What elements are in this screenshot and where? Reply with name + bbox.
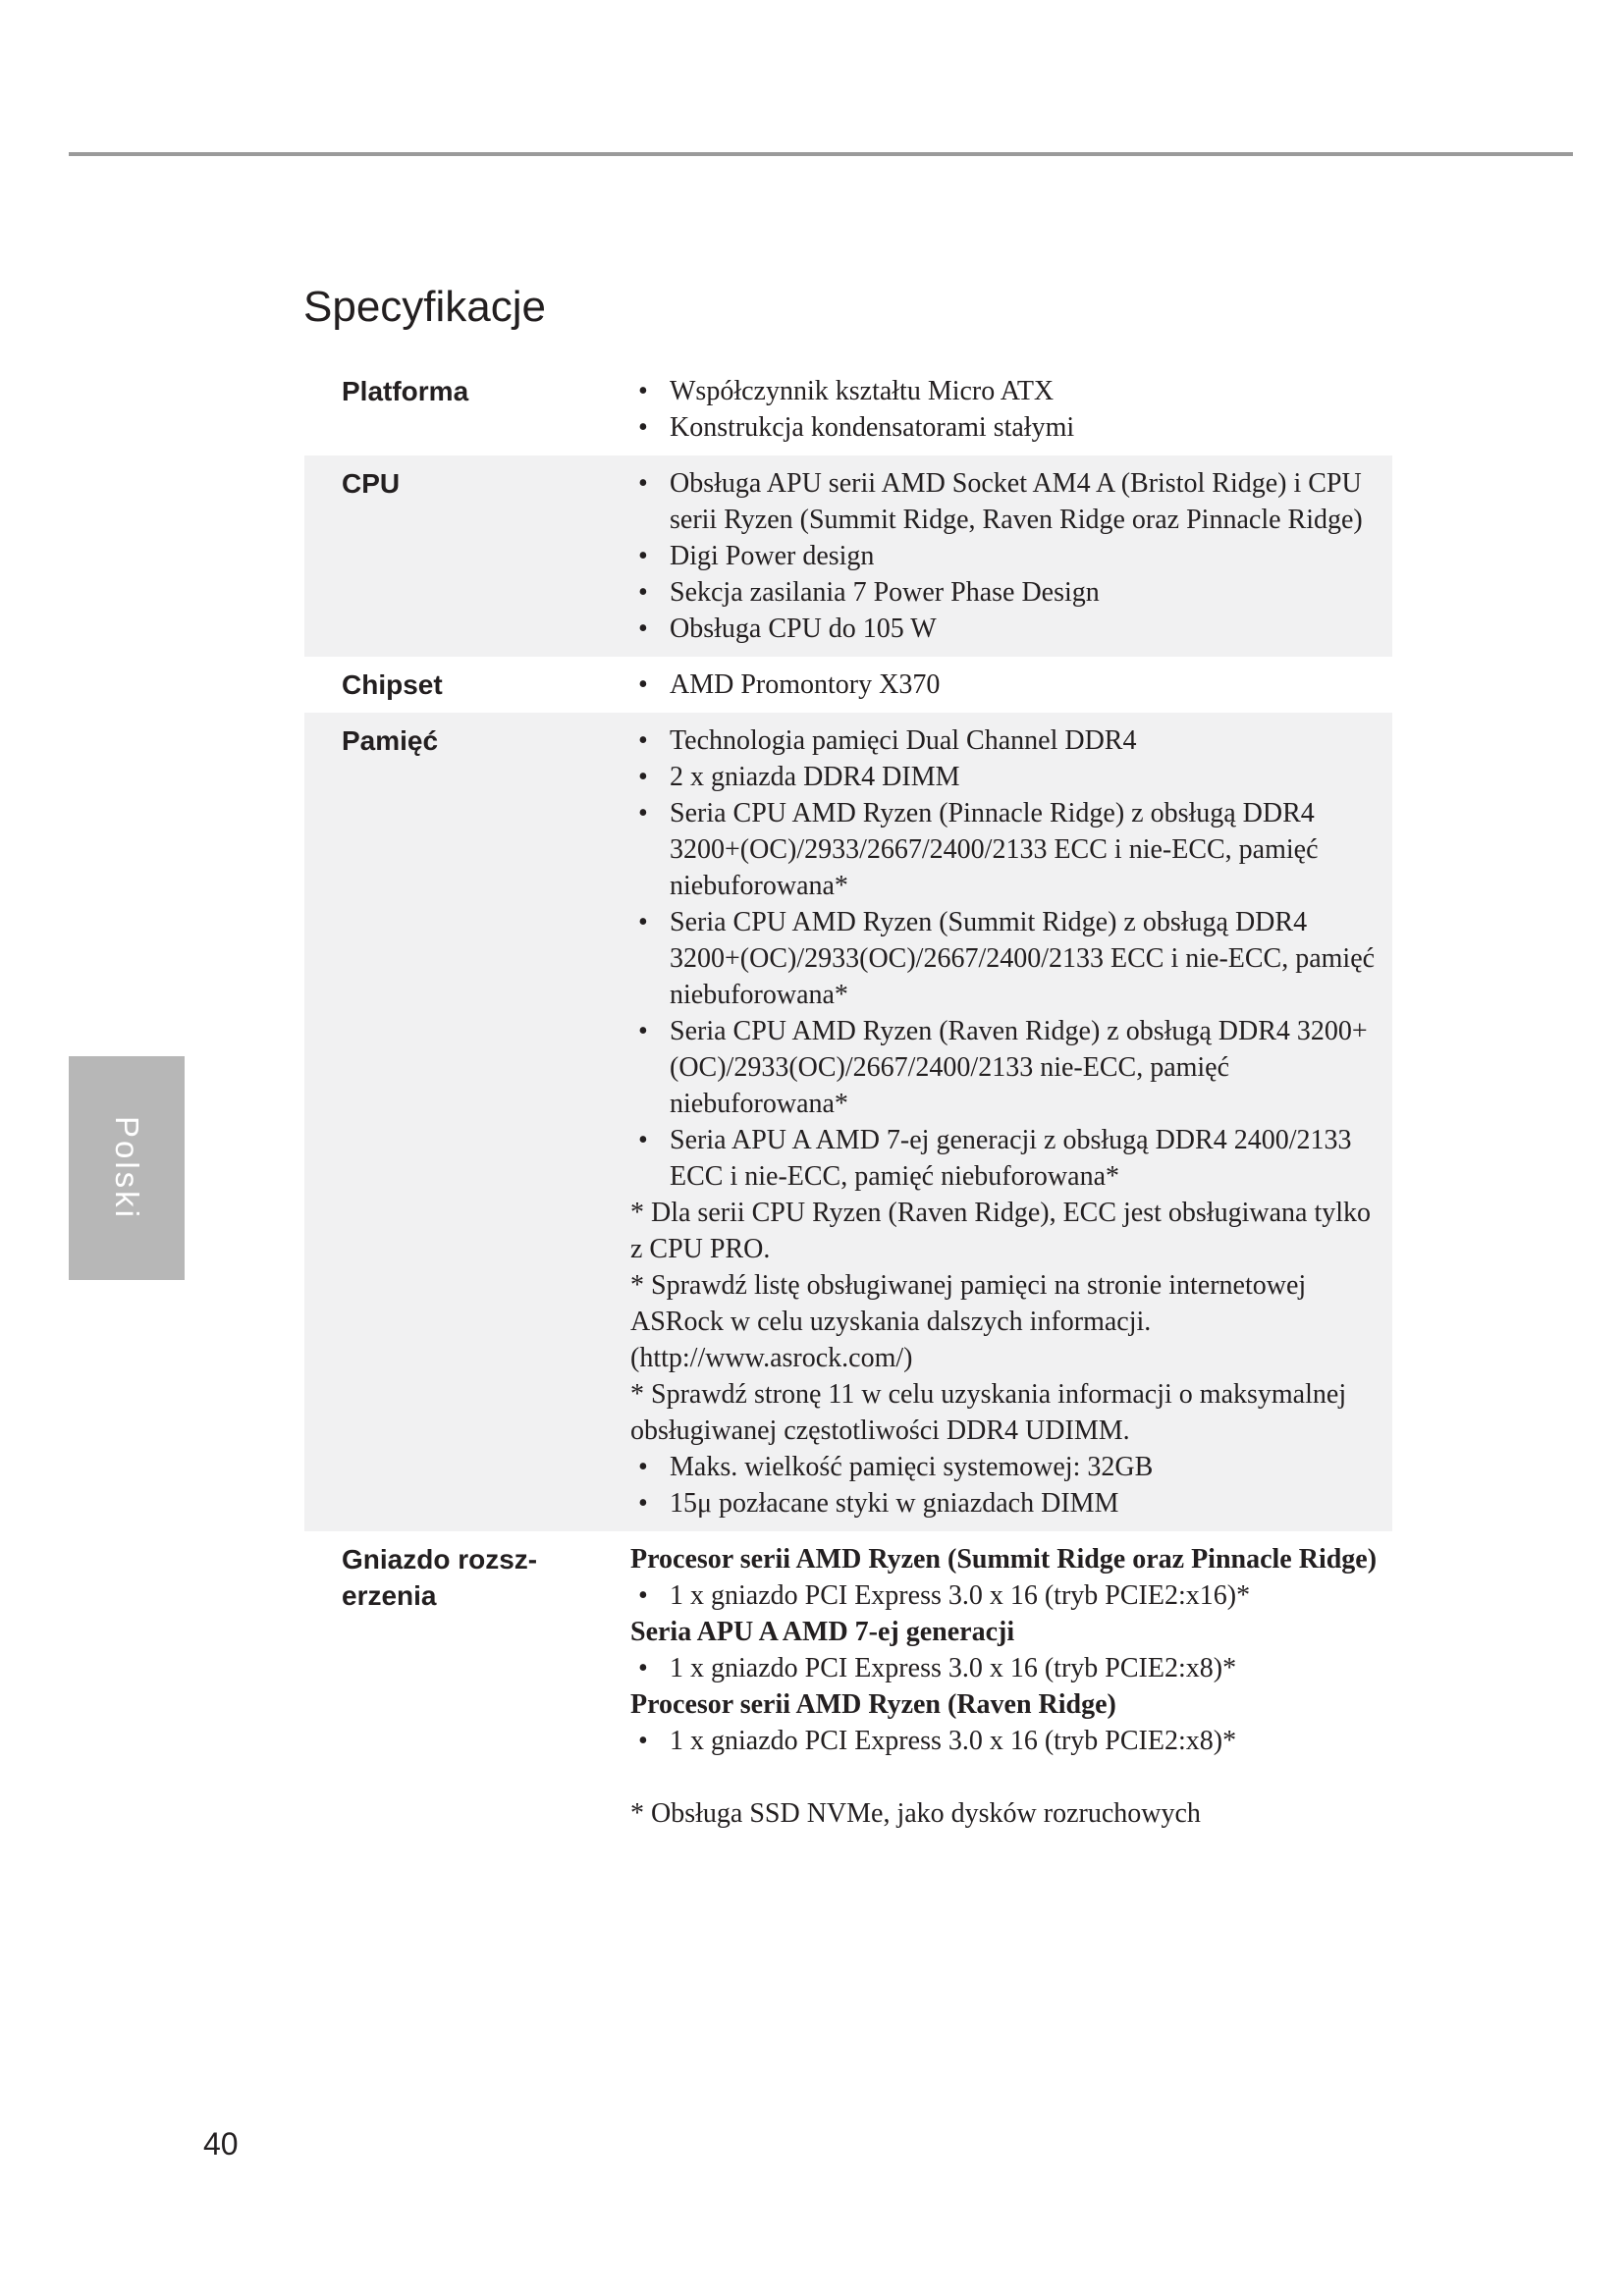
memory-note: * Sprawdź listę obsługiwanej pamięci na stronie internetowej ASRock w celu uzyskania dalszych informacji. (http://www.asrock.com/) — [630, 1270, 1307, 1373]
memory-note: * Dla serii CPU Ryzen (Raven Ridge), ECC jest obsługiwana tylko z CPU PRO. — [630, 1198, 1372, 1264]
list-item: • Obsługa APU serii AMD Socket AM4 A (Bristol Ridge) i CPU serii Ryzen (Summit Ridge, Raven Ridge oraz Pinnacle Ridge) — [630, 465, 1380, 538]
list-item: • Maks. wielkość pamięci systemowej: 32GB — [630, 1449, 1380, 1485]
spec-label-expansion-slot: Gniazdo rozsz- erzenia — [342, 1544, 538, 1611]
spec-row-expansion-slot — [304, 1531, 1392, 1842]
side-tab-label: Polski — [109, 1115, 145, 1221]
spacer — [630, 1759, 1380, 1795]
list-item: • Digi Power design — [630, 538, 1380, 574]
spec-row-chipset — [304, 657, 1392, 713]
list-item: • Seria APU A AMD 7-ej generacji z obsługą DDR4 2400/2133 ECC i nie-ECC, pamięć niebuforowana* — [630, 1122, 1380, 1195]
memory-note: * Sprawdź stronę 11 w celu uzyskania informacji o maksymalnej obsługiwanej częstotliwości DDR4 UDIMM. — [630, 1379, 1347, 1446]
spec-label-cpu: CPU — [342, 468, 401, 499]
list-item: • 1 x gniazdo PCI Express 3.0 x 16 (tryb PCIE2:x8)* — [630, 1650, 1380, 1686]
list-item: • Seria CPU AMD Ryzen (Summit Ridge) z obsługą DDR4 3200+(OC)/2933(OC)/2667/2400/2133 ECC i nie-ECC, pamięć niebuforowana* — [630, 904, 1380, 1013]
cpu-list — [630, 465, 1380, 647]
list-item: • Obsługa CPU do 105 W — [630, 611, 1380, 647]
list-item: • Seria CPU AMD Ryzen (Pinnacle Ridge) z obsługą DDR4 3200+(OC)/2933/2667/2400/2133 ECC i nie-ECC, pamięć niebuforowana* — [630, 795, 1380, 904]
list-item: • 15μ pozłacane styki w gniazdach DIMM — [630, 1485, 1380, 1522]
spec-row-cpu — [304, 455, 1392, 657]
list-item: • AMD Promontory X370 — [630, 667, 1380, 703]
spec-content-platform — [630, 373, 1392, 446]
spec-label-memory: Pamięć — [342, 725, 439, 756]
expansion-group-heading: Procesor serii AMD Ryzen (Summit Ridge oraz Pinnacle Ridge) — [630, 1544, 1378, 1575]
spec-row-memory — [304, 713, 1392, 1531]
top-rule — [69, 152, 1573, 156]
page-number: 40 — [203, 2126, 239, 2162]
spec-row-platform — [304, 363, 1392, 455]
spec-content-cpu — [630, 465, 1392, 647]
list-item: • 1 x gniazdo PCI Express 3.0 x 16 (tryb PCIE2:x16)* — [630, 1577, 1380, 1614]
spec-table — [304, 363, 1392, 1842]
list-item: • Konstrukcja kondensatorami stałymi — [630, 409, 1380, 446]
expansion-group-heading: Procesor serii AMD Ryzen (Raven Ridge) — [630, 1689, 1116, 1720]
memory-list — [630, 722, 1380, 1195]
list-item: • Współczynnik kształtu Micro ATX — [630, 373, 1380, 409]
expansion-group-list — [630, 1723, 1380, 1759]
spec-content-memory — [630, 722, 1392, 1522]
expansion-group-heading: Seria APU A AMD 7-ej generacji — [630, 1617, 1015, 1647]
list-item: • Seria CPU AMD Ryzen (Raven Ridge) z obsługą DDR4 3200+(OC)/2933(OC)/2667/2400/2133 nie-ECC, pamięć niebuforowana* — [630, 1013, 1380, 1122]
expansion-group-list — [630, 1650, 1380, 1686]
expansion-note: * Obsługa SSD NVMe, jako dysków rozruchowych — [630, 1798, 1201, 1829]
expansion-group-list — [630, 1577, 1380, 1614]
platform-list — [630, 373, 1380, 446]
spec-content-expansion-slot — [630, 1541, 1392, 1832]
list-item: • Technologia pamięci Dual Channel DDR4 — [630, 722, 1380, 759]
chipset-list — [630, 667, 1380, 703]
list-item: • 2 x gniazda DDR4 DIMM — [630, 759, 1380, 795]
spec-label-chipset: Chipset — [342, 669, 443, 700]
spec-label-platform: Platforma — [342, 376, 469, 406]
spec-content-chipset — [630, 667, 1392, 703]
memory-list-extra — [630, 1449, 1380, 1522]
list-item: • 1 x gniazdo PCI Express 3.0 x 16 (tryb PCIE2:x8)* — [630, 1723, 1380, 1759]
language-side-tab — [69, 1056, 185, 1280]
list-item: • Sekcja zasilania 7 Power Phase Design — [630, 574, 1380, 611]
page-title: Specyfikacje — [303, 283, 547, 331]
